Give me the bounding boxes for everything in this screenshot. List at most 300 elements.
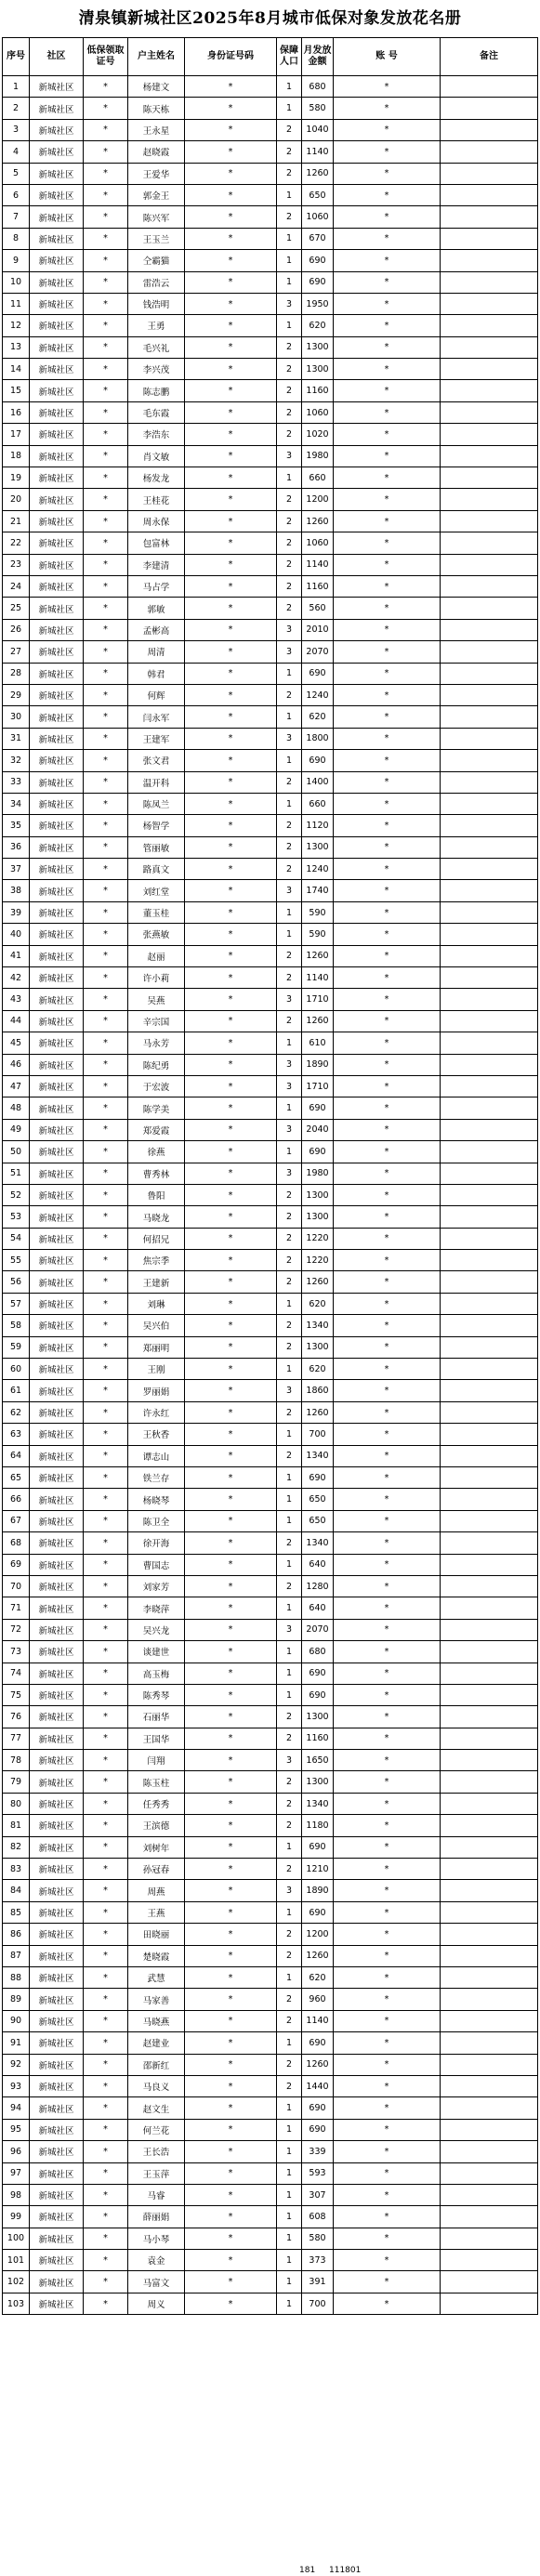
cell-cert: *	[84, 336, 128, 358]
cell-seq: 1	[3, 76, 30, 98]
cell-seq: 27	[3, 641, 30, 663]
cell-account: *	[334, 1966, 441, 1988]
cell-people: 3	[277, 880, 302, 901]
cell-cert: *	[84, 1424, 128, 1445]
cell-community: 新城社区	[30, 141, 84, 163]
cell-holder: 王爱华	[128, 163, 185, 184]
cell-idno: *	[185, 924, 277, 945]
cell-seq: 81	[3, 1815, 30, 1836]
cell-account: *	[334, 2141, 441, 2162]
cell-remark	[441, 336, 538, 358]
header-cert: 低保领取证号	[84, 38, 128, 76]
cell-cert: *	[84, 554, 128, 575]
cell-community: 新城社区	[30, 554, 84, 575]
cell-idno: *	[185, 1054, 277, 1075]
cell-idno: *	[185, 1141, 277, 1163]
cell-amount: 590	[302, 901, 334, 923]
cell-cert: *	[84, 2206, 128, 2228]
cell-community: 新城社区	[30, 1315, 84, 1336]
cell-cert: *	[84, 771, 128, 793]
cell-people: 3	[277, 1054, 302, 1075]
cell-idno: *	[185, 1641, 277, 1663]
cell-seq: 26	[3, 619, 30, 640]
cell-holder: 董玉桂	[128, 901, 185, 923]
cell-seq: 93	[3, 2075, 30, 2096]
cell-account: *	[334, 684, 441, 705]
cell-cert: *	[84, 880, 128, 901]
cell-account: *	[334, 1924, 441, 1945]
cell-seq: 56	[3, 1271, 30, 1293]
cell-holder: 刘红堂	[128, 880, 185, 901]
cell-cert: *	[84, 1554, 128, 1575]
cell-seq: 53	[3, 1206, 30, 1228]
cell-amount: 1890	[302, 1054, 334, 1075]
cell-people: 2	[277, 771, 302, 793]
table-row	[3, 2250, 538, 2271]
cell-account: *	[334, 271, 441, 293]
cell-idno: *	[185, 1010, 277, 1032]
cell-holder: 袁金	[128, 2250, 185, 2271]
cell-cert: *	[84, 1206, 128, 1228]
table-row	[3, 1728, 538, 1749]
table-row	[3, 945, 538, 966]
cell-holder: 谭志山	[128, 1445, 185, 1466]
cell-idno: *	[185, 945, 277, 966]
cell-remark	[441, 271, 538, 293]
cell-remark	[441, 380, 538, 401]
cell-remark	[441, 1445, 538, 1466]
cell-community: 新城社区	[30, 2032, 84, 2054]
cell-seq: 58	[3, 1315, 30, 1336]
cell-holder: 于宏波	[128, 1075, 185, 1097]
cell-cert: *	[84, 424, 128, 445]
cell-idno: *	[185, 1163, 277, 1184]
cell-remark	[441, 250, 538, 271]
cell-people: 2	[277, 380, 302, 401]
cell-people: 1	[277, 1966, 302, 1988]
cell-account: *	[334, 2184, 441, 2205]
cell-holder: 马睿	[128, 2184, 185, 2205]
cell-holder: 何招兄	[128, 1228, 185, 1249]
cell-amount: 1120	[302, 815, 334, 836]
cell-amount: 690	[302, 2097, 334, 2119]
cell-idno: *	[185, 728, 277, 749]
cell-account: *	[334, 575, 441, 597]
cell-idno: *	[185, 163, 277, 184]
cell-remark	[441, 1684, 538, 1705]
cell-idno: *	[185, 1445, 277, 1466]
cell-remark	[441, 445, 538, 467]
cell-idno: *	[185, 1945, 277, 1966]
table-row	[3, 1793, 538, 1814]
table-row	[3, 1293, 538, 1314]
cell-holder: 邵新红	[128, 2054, 185, 2075]
cell-account: *	[334, 1075, 441, 1097]
cell-account: *	[334, 1901, 441, 1923]
cell-account: *	[334, 1228, 441, 1249]
cell-idno: *	[185, 2097, 277, 2119]
cell-cert: *	[84, 598, 128, 619]
cell-account: *	[334, 359, 441, 380]
table-row	[3, 750, 538, 771]
cell-remark	[441, 98, 538, 119]
cell-holder: 罗丽娟	[128, 1380, 185, 1401]
table-row	[3, 1815, 538, 1836]
cell-people: 1	[277, 1489, 302, 1510]
cell-people: 3	[277, 619, 302, 640]
cell-cert: *	[84, 532, 128, 554]
cell-community: 新城社区	[30, 1750, 84, 1771]
cell-community: 新城社区	[30, 1445, 84, 1466]
cell-remark	[441, 859, 538, 880]
cell-cert: *	[84, 1293, 128, 1314]
cell-amount: 1980	[302, 445, 334, 467]
cell-people: 2	[277, 1793, 302, 1814]
cell-seq: 28	[3, 663, 30, 684]
cell-account: *	[334, 619, 441, 640]
cell-community: 新城社区	[30, 359, 84, 380]
cell-cert: *	[84, 1793, 128, 1814]
cell-remark	[441, 554, 538, 575]
cell-cert: *	[84, 2250, 128, 2271]
cell-amount: 1210	[302, 1859, 334, 1880]
cell-remark	[441, 1250, 538, 1271]
table-row	[3, 1489, 538, 1510]
cell-amount: 590	[302, 924, 334, 945]
cell-holder: 赵晓霞	[128, 141, 185, 163]
cell-people: 2	[277, 336, 302, 358]
cell-community: 新城社区	[30, 401, 84, 423]
cell-remark	[441, 424, 538, 445]
cell-community: 新城社区	[30, 1771, 84, 1793]
cell-holder: 李晓萍	[128, 1597, 185, 1619]
cell-people: 1	[277, 1554, 302, 1575]
cell-idno: *	[185, 750, 277, 771]
cell-people: 1	[277, 1684, 302, 1705]
cell-remark	[441, 1771, 538, 1793]
cell-amount: 1260	[302, 163, 334, 184]
cell-idno: *	[185, 98, 277, 119]
cell-cert: *	[84, 1510, 128, 1531]
cell-seq: 47	[3, 1075, 30, 1097]
table-row	[3, 401, 538, 423]
cell-seq: 86	[3, 1924, 30, 1945]
table-row	[3, 445, 538, 467]
cell-idno: *	[185, 1315, 277, 1336]
cell-cert: *	[84, 98, 128, 119]
cell-account: *	[334, 706, 441, 728]
cell-seq: 91	[3, 2032, 30, 2054]
cell-people: 2	[277, 424, 302, 445]
cell-account: *	[334, 206, 441, 228]
cell-seq: 77	[3, 1728, 30, 1749]
cell-community: 新城社区	[30, 684, 84, 705]
cell-community: 新城社区	[30, 901, 84, 923]
table-row	[3, 901, 538, 923]
table-row	[3, 815, 538, 836]
cell-seq: 18	[3, 445, 30, 467]
cell-community: 新城社区	[30, 1880, 84, 1901]
cell-idno: *	[185, 2206, 277, 2228]
cell-remark	[441, 1293, 538, 1314]
cell-seq: 39	[3, 901, 30, 923]
cell-amount: 391	[302, 2271, 334, 2293]
cell-seq: 42	[3, 967, 30, 989]
cell-seq: 32	[3, 750, 30, 771]
cell-idno: *	[185, 859, 277, 880]
cell-holder: 李兴茂	[128, 359, 185, 380]
cell-account: *	[334, 380, 441, 401]
cell-people: 1	[277, 2271, 302, 2293]
cell-account: *	[334, 1836, 441, 1858]
cell-cert: *	[84, 575, 128, 597]
cell-seq: 64	[3, 1445, 30, 1466]
cell-idno: *	[185, 2250, 277, 2271]
table-row	[3, 2075, 538, 2096]
header-seq: 序号	[3, 38, 30, 76]
cell-cert: *	[84, 1489, 128, 1510]
cell-holder: 李建清	[128, 554, 185, 575]
cell-holder: 马家善	[128, 1989, 185, 2010]
table-row	[3, 1532, 538, 1554]
cell-idno: *	[185, 1228, 277, 1249]
cell-seq: 2	[3, 98, 30, 119]
cell-idno: *	[185, 1684, 277, 1705]
cell-remark	[441, 1554, 538, 1575]
cell-amount: 1260	[302, 1401, 334, 1423]
header-row	[3, 38, 538, 76]
cell-seq: 3	[3, 119, 30, 140]
cell-holder: 杨建文	[128, 76, 185, 98]
cell-remark	[441, 1359, 538, 1380]
table-row	[3, 880, 538, 901]
table-row	[3, 1445, 538, 1466]
cell-remark	[441, 1597, 538, 1619]
cell-holder: 高玉梅	[128, 1663, 185, 1684]
cell-community: 新城社区	[30, 1815, 84, 1836]
cell-seq: 90	[3, 2010, 30, 2031]
table-row	[3, 2271, 538, 2293]
cell-community: 新城社区	[30, 293, 84, 314]
cell-remark	[441, 2119, 538, 2140]
cell-community: 新城社区	[30, 336, 84, 358]
cell-amount: 1220	[302, 1228, 334, 1249]
cell-holder: 王燕	[128, 1901, 185, 1923]
table-row	[3, 119, 538, 140]
cell-amount: 1860	[302, 1380, 334, 1401]
cell-cert: *	[84, 2271, 128, 2293]
cell-people: 1	[277, 1597, 302, 1619]
cell-holder: 马占学	[128, 575, 185, 597]
header-account: 账 号	[334, 38, 441, 76]
cell-account: *	[334, 2293, 441, 2314]
cell-seq: 63	[3, 1424, 30, 1445]
cell-remark	[441, 619, 538, 640]
cell-idno: *	[185, 2271, 277, 2293]
cell-cert: *	[84, 989, 128, 1010]
cell-cert: *	[84, 2293, 128, 2314]
table-row	[3, 1315, 538, 1336]
cell-holder: 陈纪勇	[128, 1054, 185, 1075]
cell-community: 新城社区	[30, 1489, 84, 1510]
cell-seq: 19	[3, 467, 30, 489]
cell-account: *	[334, 1401, 441, 1423]
cell-community: 新城社区	[30, 489, 84, 510]
cell-people: 1	[277, 1663, 302, 1684]
cell-amount: 1300	[302, 336, 334, 358]
cell-account: *	[334, 467, 441, 489]
cell-account: *	[334, 2119, 441, 2140]
cell-amount: 700	[302, 1424, 334, 1445]
cell-idno: *	[185, 1989, 277, 2010]
cell-account: *	[334, 967, 441, 989]
cell-seq: 43	[3, 989, 30, 1010]
cell-amount: 1140	[302, 2010, 334, 2031]
cell-idno: *	[185, 1663, 277, 1684]
cell-amount: 1650	[302, 1750, 334, 1771]
table-row	[3, 1075, 538, 1097]
cell-amount: 690	[302, 271, 334, 293]
cell-seq: 65	[3, 1467, 30, 1489]
cell-remark	[441, 467, 538, 489]
cell-amount: 700	[302, 2293, 334, 2314]
cell-account: *	[334, 1359, 441, 1380]
cell-community: 新城社区	[30, 119, 84, 140]
cell-community: 新城社区	[30, 163, 84, 184]
cell-seq: 9	[3, 250, 30, 271]
cell-account: *	[334, 184, 441, 205]
header-amount: 月发放金额	[302, 38, 334, 76]
cell-seq: 50	[3, 1141, 30, 1163]
cell-community: 新城社区	[30, 2010, 84, 2031]
cell-idno: *	[185, 1206, 277, 1228]
cell-cert: *	[84, 1359, 128, 1380]
cell-community: 新城社区	[30, 1336, 84, 1358]
cell-holder: 焦宗季	[128, 1250, 185, 1271]
cell-amount: 2010	[302, 619, 334, 640]
cell-people: 2	[277, 1010, 302, 1032]
cell-seq: 97	[3, 2162, 30, 2184]
cell-people: 1	[277, 2162, 302, 2184]
cell-idno: *	[185, 2054, 277, 2075]
cell-cert: *	[84, 1054, 128, 1075]
cell-seq: 22	[3, 532, 30, 554]
cell-amount: 1260	[302, 510, 334, 532]
cell-community: 新城社区	[30, 1075, 84, 1097]
cell-amount: 690	[302, 1663, 334, 1684]
table-row	[3, 532, 538, 554]
table-row	[3, 293, 538, 314]
cell-holder: 田晓丽	[128, 1924, 185, 1945]
cell-community: 新城社区	[30, 2184, 84, 2205]
cell-remark	[441, 2097, 538, 2119]
cell-amount: 690	[302, 2119, 334, 2140]
cell-community: 新城社区	[30, 750, 84, 771]
cell-cert: *	[84, 380, 128, 401]
cell-account: *	[334, 445, 441, 467]
cell-community: 新城社区	[30, 1054, 84, 1075]
cell-remark	[441, 293, 538, 314]
cell-remark	[441, 2075, 538, 2096]
cell-amount: 620	[302, 706, 334, 728]
cell-holder: 赵文生	[128, 2097, 185, 2119]
cell-account: *	[334, 1032, 441, 1054]
cell-cert: *	[84, 2097, 128, 2119]
cell-community: 新城社区	[30, 815, 84, 836]
cell-remark	[441, 663, 538, 684]
cell-seq: 89	[3, 1989, 30, 2010]
cell-cert: *	[84, 1924, 128, 1945]
cell-account: *	[334, 98, 441, 119]
cell-community: 新城社区	[30, 250, 84, 271]
cell-amount: 650	[302, 184, 334, 205]
cell-people: 1	[277, 663, 302, 684]
cell-account: *	[334, 1010, 441, 1032]
header-remark: 备注	[441, 38, 538, 76]
table-row	[3, 1119, 538, 1140]
cell-holder: 王永星	[128, 119, 185, 140]
cell-holder: 马晓燕	[128, 2010, 185, 2031]
cell-amount: 690	[302, 1141, 334, 1163]
table-row	[3, 1684, 538, 1705]
cell-amount: 680	[302, 76, 334, 98]
cell-remark	[441, 1924, 538, 1945]
cell-holder: 赵建业	[128, 2032, 185, 2054]
cell-remark	[441, 1489, 538, 1510]
cell-cert: *	[84, 2228, 128, 2249]
cell-idno: *	[185, 250, 277, 271]
cell-amount: 1300	[302, 1184, 334, 1205]
table-row	[3, 1467, 538, 1489]
cell-remark	[441, 489, 538, 510]
cell-account: *	[334, 1597, 441, 1619]
cell-idno: *	[185, 684, 277, 705]
cell-people: 3	[277, 1619, 302, 1640]
cell-community: 新城社区	[30, 989, 84, 1010]
cell-remark	[441, 1510, 538, 1531]
cell-amount: 1260	[302, 945, 334, 966]
table-row	[3, 2119, 538, 2140]
cell-cert: *	[84, 1815, 128, 1836]
cell-cert: *	[84, 445, 128, 467]
cell-people: 1	[277, 2184, 302, 2205]
cell-seq: 62	[3, 1401, 30, 1423]
cell-cert: *	[84, 706, 128, 728]
cell-amount: 690	[302, 2032, 334, 2054]
table-row	[3, 1597, 538, 1619]
cell-cert: *	[84, 901, 128, 923]
cell-account: *	[334, 1141, 441, 1163]
cell-holder: 何兰花	[128, 2119, 185, 2140]
cell-seq: 94	[3, 2097, 30, 2119]
cell-idno: *	[185, 641, 277, 663]
cell-seq: 24	[3, 575, 30, 597]
cell-seq: 103	[3, 2293, 30, 2314]
cell-seq: 15	[3, 380, 30, 401]
cell-community: 新城社区	[30, 2162, 84, 2184]
cell-cert: *	[84, 1336, 128, 1358]
cell-seq: 98	[3, 2184, 30, 2205]
cell-seq: 79	[3, 1771, 30, 1793]
cell-community: 新城社区	[30, 467, 84, 489]
table-row	[3, 1924, 538, 1945]
cell-cert: *	[84, 815, 128, 836]
cell-seq: 44	[3, 1010, 30, 1032]
cell-seq: 57	[3, 1293, 30, 1314]
cell-account: *	[334, 1445, 441, 1466]
cell-holder: 王秋香	[128, 1424, 185, 1445]
cell-seq: 92	[3, 2054, 30, 2075]
